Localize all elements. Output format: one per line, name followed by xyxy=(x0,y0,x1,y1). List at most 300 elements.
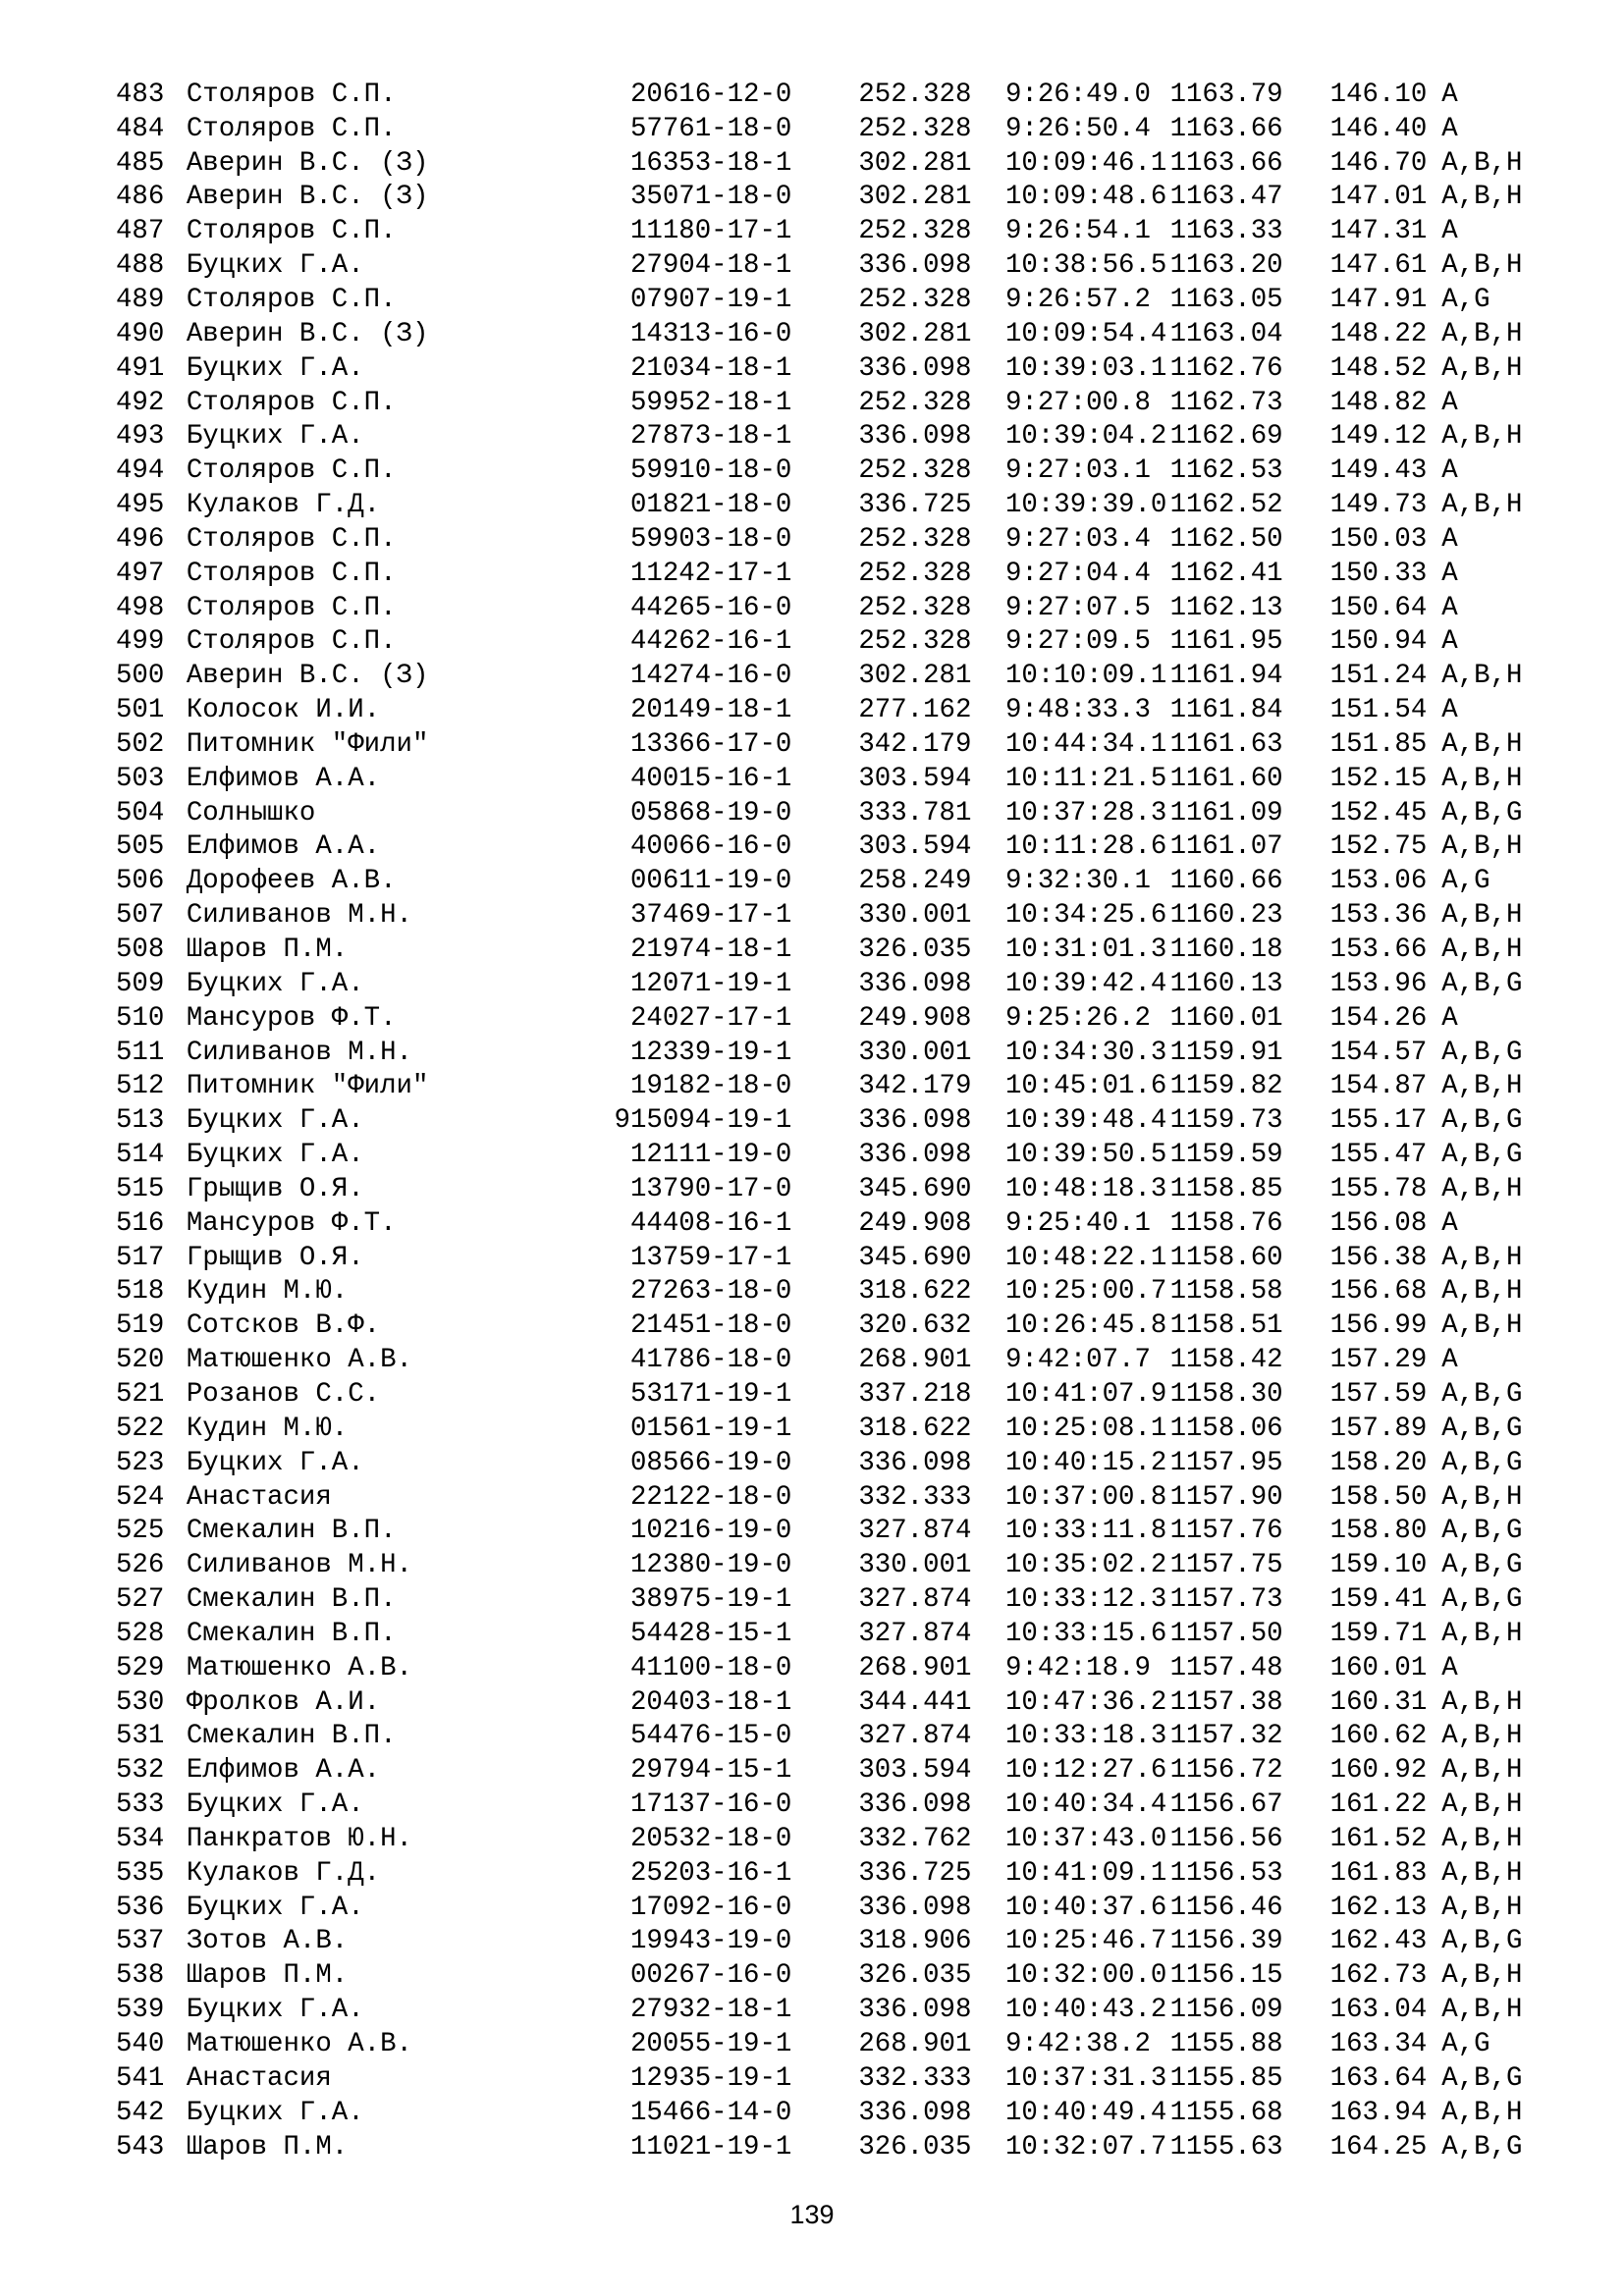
ring-number: 12111-19-0 xyxy=(629,1140,792,1171)
fancier-name: Столяров С.П. xyxy=(186,284,397,315)
ring-number: 12935-19-1 xyxy=(629,2062,792,2094)
ring-number: 59910-18-0 xyxy=(629,455,792,487)
speed: 1157.75 xyxy=(1169,1550,1283,1581)
coefficient: 156.99 xyxy=(1329,1310,1428,1342)
arrival-time: 9:32:30.1 xyxy=(1004,866,1151,897)
speed: 1156.56 xyxy=(1169,1823,1283,1854)
table-row xyxy=(116,1651,1549,1685)
table-row xyxy=(116,146,1549,181)
ring-number: 59903-18-0 xyxy=(629,523,792,555)
classification: A xyxy=(1441,523,1458,555)
arrival-time: 10:37:43.0 xyxy=(1004,1823,1167,1854)
ring-number: 38975-19-1 xyxy=(629,1584,792,1616)
arrival-time: 10:34:30.3 xyxy=(1004,1037,1167,1068)
row-number: 518 xyxy=(116,1276,165,1308)
classification: A,B,H xyxy=(1441,318,1523,349)
classification: A,B,H xyxy=(1441,1789,1523,1821)
speed: 1159.73 xyxy=(1169,1105,1283,1137)
coefficient: 164.25 xyxy=(1329,2131,1428,2163)
classification: A,B,H xyxy=(1441,1960,1523,1992)
row-number: 523 xyxy=(116,1447,165,1478)
arrival-time: 10:40:37.6 xyxy=(1004,1892,1167,1923)
ring-number: 54428-15-1 xyxy=(629,1618,792,1649)
coefficient: 156.08 xyxy=(1329,1207,1428,1239)
classification: A,B,H xyxy=(1441,2097,1523,2128)
distance: 336.098 xyxy=(858,250,972,282)
classification: A,B,G xyxy=(1441,1550,1523,1581)
fancier-name: Зотов А.В. xyxy=(186,1926,349,1957)
classification: A,B,G xyxy=(1441,1105,1523,1137)
coefficient: 150.94 xyxy=(1329,626,1428,658)
distance: 336.098 xyxy=(858,1140,972,1171)
coefficient: 163.94 xyxy=(1329,2097,1428,2128)
row-number: 501 xyxy=(116,695,165,726)
arrival-time: 10:48:18.3 xyxy=(1004,1173,1167,1204)
fancier-name: Буцких Г.А. xyxy=(186,968,364,999)
coefficient: 157.29 xyxy=(1329,1345,1428,1376)
table-row xyxy=(116,762,1549,796)
arrival-time: 10:44:34.1 xyxy=(1004,728,1167,760)
arrival-time: 10:26:45.8 xyxy=(1004,1310,1167,1342)
fancier-name: Буцких Г.А. xyxy=(186,1892,364,1923)
arrival-time: 10:25:00.7 xyxy=(1004,1276,1167,1308)
row-number: 489 xyxy=(116,284,165,315)
ring-number: 27904-18-1 xyxy=(629,250,792,282)
row-number: 484 xyxy=(116,113,165,144)
table-row xyxy=(116,112,1549,146)
classification: A,B,G xyxy=(1441,1584,1523,1616)
arrival-time: 9:27:03.1 xyxy=(1004,455,1151,487)
arrival-time: 10:40:34.4 xyxy=(1004,1789,1167,1821)
classification: A,B,G xyxy=(1441,1037,1523,1068)
arrival-time: 9:48:33.3 xyxy=(1004,695,1151,726)
table-row xyxy=(116,181,1549,215)
coefficient: 156.68 xyxy=(1329,1276,1428,1308)
coefficient: 158.80 xyxy=(1329,1516,1428,1547)
distance: 336.098 xyxy=(858,352,972,384)
fancier-name: Буцких Г.А. xyxy=(186,1105,364,1137)
ring-number: 24027-17-1 xyxy=(629,1002,792,1034)
fancier-name: Столяров С.П. xyxy=(186,387,397,418)
table-row xyxy=(116,1514,1549,1548)
coefficient: 148.22 xyxy=(1329,318,1428,349)
table-row xyxy=(116,830,1549,865)
ring-number: 27873-18-1 xyxy=(629,421,792,453)
classification: A,B,H xyxy=(1441,1310,1523,1342)
distance: 252.328 xyxy=(858,113,972,144)
speed: 1161.60 xyxy=(1169,763,1283,794)
table-row xyxy=(116,1001,1549,1036)
classification: A xyxy=(1441,216,1458,247)
coefficient: 155.17 xyxy=(1329,1105,1428,1137)
distance: 302.281 xyxy=(858,182,972,213)
arrival-time: 10:33:12.3 xyxy=(1004,1584,1167,1616)
table-row xyxy=(116,659,1549,693)
arrival-time: 10:40:15.2 xyxy=(1004,1447,1167,1478)
ring-number: 59952-18-1 xyxy=(629,387,792,418)
table-row xyxy=(116,1446,1549,1480)
speed: 1158.30 xyxy=(1169,1378,1283,1410)
distance: 326.035 xyxy=(858,1960,972,1992)
arrival-time: 10:47:36.2 xyxy=(1004,1686,1167,1718)
classification: A,B,G xyxy=(1441,1516,1523,1547)
arrival-time: 10:40:43.2 xyxy=(1004,1995,1167,2026)
arrival-time: 10:33:15.6 xyxy=(1004,1618,1167,1649)
speed: 1158.06 xyxy=(1169,1413,1283,1444)
distance: 302.281 xyxy=(858,318,972,349)
fancier-name: Шаров П.М. xyxy=(186,934,349,966)
table-row xyxy=(116,796,1549,830)
fancier-name: Кудин М.Ю. xyxy=(186,1413,349,1444)
speed: 1163.66 xyxy=(1169,147,1283,179)
fancier-name: Матюшенко А.В. xyxy=(186,2029,412,2060)
table-row xyxy=(116,283,1549,317)
distance: 268.901 xyxy=(858,2029,972,2060)
classification: A,B,H xyxy=(1441,831,1523,863)
classification: A,B,H xyxy=(1441,1995,1523,2026)
arrival-time: 9:27:07.5 xyxy=(1004,592,1151,623)
ring-number: 21034-18-1 xyxy=(629,352,792,384)
coefficient: 160.01 xyxy=(1329,1652,1428,1683)
arrival-time: 10:39:50.5 xyxy=(1004,1140,1167,1171)
speed: 1163.47 xyxy=(1169,182,1283,213)
fancier-name: Анастасия xyxy=(186,1481,332,1513)
row-number: 522 xyxy=(116,1413,165,1444)
speed: 1162.50 xyxy=(1169,523,1283,555)
coefficient: 147.31 xyxy=(1329,216,1428,247)
arrival-time: 9:25:26.2 xyxy=(1004,1002,1151,1034)
speed: 1156.67 xyxy=(1169,1789,1283,1821)
arrival-time: 10:39:48.4 xyxy=(1004,1105,1167,1137)
fancier-name: Мансуров Ф.Т. xyxy=(186,1207,397,1239)
arrival-time: 9:26:57.2 xyxy=(1004,284,1151,315)
distance: 302.281 xyxy=(858,147,972,179)
arrival-time: 10:38:56.5 xyxy=(1004,250,1167,282)
coefficient: 160.62 xyxy=(1329,1721,1428,1752)
fancier-name: Буцких Г.А. xyxy=(186,1995,364,2026)
speed: 1161.63 xyxy=(1169,728,1283,760)
table-row xyxy=(116,1343,1549,1377)
row-number: 537 xyxy=(116,1926,165,1957)
arrival-time: 10:33:11.8 xyxy=(1004,1516,1167,1547)
distance: 345.690 xyxy=(858,1173,972,1204)
coefficient: 150.64 xyxy=(1329,592,1428,623)
table-row xyxy=(116,1617,1549,1651)
fancier-name: Столяров С.П. xyxy=(186,523,397,555)
row-number: 533 xyxy=(116,1789,165,1821)
speed: 1157.73 xyxy=(1169,1584,1283,1616)
fancier-name: Столяров С.П. xyxy=(186,592,397,623)
speed: 1159.59 xyxy=(1169,1140,1283,1171)
coefficient: 147.91 xyxy=(1329,284,1428,315)
distance: 258.249 xyxy=(858,866,972,897)
speed: 1157.32 xyxy=(1169,1721,1283,1752)
arrival-time: 9:27:04.4 xyxy=(1004,558,1151,589)
table-row xyxy=(116,419,1549,454)
table-row xyxy=(116,1753,1549,1788)
table-row xyxy=(116,522,1549,557)
ring-number: 12071-19-1 xyxy=(629,968,792,999)
arrival-time: 10:39:42.4 xyxy=(1004,968,1167,999)
distance: 268.901 xyxy=(858,1345,972,1376)
arrival-time: 9:27:09.5 xyxy=(1004,626,1151,658)
speed: 1158.60 xyxy=(1169,1242,1283,1273)
row-number: 503 xyxy=(116,763,165,794)
row-number: 528 xyxy=(116,1618,165,1649)
table-row xyxy=(116,1308,1549,1343)
distance: 268.901 xyxy=(858,1652,972,1683)
coefficient: 147.61 xyxy=(1329,250,1428,282)
distance: 336.098 xyxy=(858,968,972,999)
row-number: 509 xyxy=(116,968,165,999)
ring-number: 00267-16-0 xyxy=(629,1960,792,1992)
coefficient: 162.13 xyxy=(1329,1892,1428,1923)
fancier-name: Дорофеев А.В. xyxy=(186,866,397,897)
coefficient: 163.34 xyxy=(1329,2029,1428,2060)
speed: 1157.48 xyxy=(1169,1652,1283,1683)
classification: A xyxy=(1441,79,1458,110)
ring-number: 12339-19-1 xyxy=(629,1037,792,1068)
table-row xyxy=(116,1069,1549,1103)
table-row xyxy=(116,625,1549,660)
ring-number: 27932-18-1 xyxy=(629,1995,792,2026)
table-row xyxy=(116,1856,1549,1891)
speed: 1157.95 xyxy=(1169,1447,1283,1478)
distance: 332.762 xyxy=(858,1823,972,1854)
ring-number: 54476-15-0 xyxy=(629,1721,792,1752)
row-number: 486 xyxy=(116,182,165,213)
classification: A,B,H xyxy=(1441,661,1523,692)
row-number: 502 xyxy=(116,728,165,760)
classification: A xyxy=(1441,1652,1458,1683)
distance: 327.874 xyxy=(858,1584,972,1616)
classification: A xyxy=(1441,1002,1458,1034)
row-number: 540 xyxy=(116,2029,165,2060)
fancier-name: Столяров С.П. xyxy=(186,626,397,658)
ring-number: 13759-17-1 xyxy=(629,1242,792,1273)
row-number: 527 xyxy=(116,1584,165,1616)
fancier-name: Силиванов М.Н. xyxy=(186,1037,412,1068)
ring-number: 40015-16-1 xyxy=(629,763,792,794)
speed: 1155.68 xyxy=(1169,2097,1283,2128)
fancier-name: Питомник "Фили" xyxy=(186,1071,429,1102)
fancier-name: Столяров С.П. xyxy=(186,455,397,487)
ring-number: 44265-16-0 xyxy=(629,592,792,623)
distance: 303.594 xyxy=(858,1755,972,1787)
row-number: 542 xyxy=(116,2097,165,2128)
distance: 342.179 xyxy=(858,1071,972,1102)
table-row xyxy=(116,488,1549,522)
ring-number: 13790-17-0 xyxy=(629,1173,792,1204)
classification: A xyxy=(1441,1207,1458,1239)
row-number: 490 xyxy=(116,318,165,349)
fancier-name: Аверин В.С. (З) xyxy=(186,661,429,692)
distance: 336.725 xyxy=(858,490,972,521)
fancier-name: Анастасия xyxy=(186,2062,332,2094)
classification: A,G xyxy=(1441,2029,1490,2060)
table-row xyxy=(116,2027,1549,2061)
table-row xyxy=(116,967,1549,1001)
distance: 302.281 xyxy=(858,661,972,692)
ring-number: 35071-18-0 xyxy=(629,182,792,213)
ring-number: 14313-16-0 xyxy=(629,318,792,349)
fancier-name: Буцких Г.А. xyxy=(186,1140,364,1171)
arrival-time: 10:40:49.4 xyxy=(1004,2097,1167,2128)
row-number: 512 xyxy=(116,1071,165,1102)
distance: 252.328 xyxy=(858,626,972,658)
classification: A,B,G xyxy=(1441,1447,1523,1478)
table-row xyxy=(116,1993,1549,2027)
row-number: 520 xyxy=(116,1345,165,1376)
arrival-time: 10:41:09.1 xyxy=(1004,1857,1167,1889)
fancier-name: Буцких Г.А. xyxy=(186,1447,364,1478)
distance: 330.001 xyxy=(858,900,972,932)
classification: A xyxy=(1441,455,1458,487)
classification: A,B,H xyxy=(1441,490,1523,521)
distance: 336.098 xyxy=(858,1789,972,1821)
classification: A,B,H xyxy=(1441,421,1523,453)
table-row xyxy=(116,1958,1549,1993)
table-row xyxy=(116,898,1549,933)
row-number: 494 xyxy=(116,455,165,487)
distance: 336.098 xyxy=(858,421,972,453)
ring-number: 14274-16-0 xyxy=(629,661,792,692)
ring-number: 20532-18-0 xyxy=(629,1823,792,1854)
table-row xyxy=(116,454,1549,488)
speed: 1160.13 xyxy=(1169,968,1283,999)
ring-number: 17092-16-0 xyxy=(629,1892,792,1923)
row-number: 519 xyxy=(116,1310,165,1342)
coefficient: 154.26 xyxy=(1329,1002,1428,1034)
distance: 342.179 xyxy=(858,728,972,760)
table-row xyxy=(116,2061,1549,2096)
table-row xyxy=(116,727,1549,762)
speed: 1158.85 xyxy=(1169,1173,1283,1204)
fancier-name: Аверин В.С. (З) xyxy=(186,182,429,213)
table-row xyxy=(116,1480,1549,1515)
table-row xyxy=(116,1275,1549,1309)
fancier-name: Буцких Г.А. xyxy=(186,2097,364,2128)
classification: A,B,G xyxy=(1441,2131,1523,2163)
speed: 1155.63 xyxy=(1169,2131,1283,2163)
coefficient: 161.22 xyxy=(1329,1789,1428,1821)
ring-number: 12380-19-0 xyxy=(629,1550,792,1581)
arrival-time: 10:39:39.0 xyxy=(1004,490,1167,521)
fancier-name: Кудин М.Ю. xyxy=(186,1276,349,1308)
classification: A,B,H xyxy=(1441,728,1523,760)
coefficient: 153.96 xyxy=(1329,968,1428,999)
ring-number: 16353-18-1 xyxy=(629,147,792,179)
arrival-time: 9:42:38.2 xyxy=(1004,2029,1151,2060)
table-row xyxy=(116,1891,1549,1925)
table-row xyxy=(116,1377,1549,1412)
fancier-name: Смекалин В.П. xyxy=(186,1618,397,1649)
row-number: 498 xyxy=(116,592,165,623)
row-number: 514 xyxy=(116,1140,165,1171)
classification: A,B,H xyxy=(1441,250,1523,282)
coefficient: 163.64 xyxy=(1329,2062,1428,2094)
arrival-time: 10:31:01.3 xyxy=(1004,934,1167,966)
speed: 1158.51 xyxy=(1169,1310,1283,1342)
speed: 1158.76 xyxy=(1169,1207,1283,1239)
row-number: 539 xyxy=(116,1995,165,2026)
distance: 337.218 xyxy=(858,1378,972,1410)
distance: 252.328 xyxy=(858,216,972,247)
row-number: 511 xyxy=(116,1037,165,1068)
table-row xyxy=(116,317,1549,351)
distance: 336.725 xyxy=(858,1857,972,1889)
speed: 1161.09 xyxy=(1169,797,1283,828)
fancier-name: Буцких Г.А. xyxy=(186,421,364,453)
row-number: 526 xyxy=(116,1550,165,1581)
ring-number: 20055-19-1 xyxy=(629,2029,792,2060)
classification: A,B,H xyxy=(1441,1481,1523,1513)
table-row xyxy=(116,1822,1549,1856)
row-number: 493 xyxy=(116,421,165,453)
distance: 249.908 xyxy=(858,1207,972,1239)
distance: 252.328 xyxy=(858,558,972,589)
table-row xyxy=(116,1925,1549,1959)
classification: A xyxy=(1441,113,1458,144)
table-row xyxy=(116,1548,1549,1582)
fancier-name: Буцких Г.А. xyxy=(186,1789,364,1821)
ring-number: 01821-18-0 xyxy=(629,490,792,521)
fancier-name: Смекалин В.П. xyxy=(186,1516,397,1547)
arrival-time: 10:48:22.1 xyxy=(1004,1242,1167,1273)
speed: 1162.76 xyxy=(1169,352,1283,384)
fancier-name: Мансуров Ф.Т. xyxy=(186,1002,397,1034)
speed: 1156.46 xyxy=(1169,1892,1283,1923)
ring-number: 40066-16-0 xyxy=(629,831,792,863)
classification: A,B,G xyxy=(1441,797,1523,828)
row-number: 538 xyxy=(116,1960,165,1992)
classification: A xyxy=(1441,1345,1458,1376)
fancier-name: Силиванов М.Н. xyxy=(186,900,412,932)
arrival-time: 10:41:07.9 xyxy=(1004,1378,1167,1410)
speed: 1160.18 xyxy=(1169,934,1283,966)
speed: 1158.58 xyxy=(1169,1276,1283,1308)
classification: A,B,H xyxy=(1441,1686,1523,1718)
fancier-name: Аверин В.С. (З) xyxy=(186,318,429,349)
classification: A,B,H xyxy=(1441,1071,1523,1102)
table-row xyxy=(116,864,1549,898)
table-row xyxy=(116,1103,1549,1138)
speed: 1162.41 xyxy=(1169,558,1283,589)
ring-number: 57761-18-0 xyxy=(629,113,792,144)
arrival-time: 10:25:46.7 xyxy=(1004,1926,1167,1957)
speed: 1161.95 xyxy=(1169,626,1283,658)
ring-number: 29794-15-1 xyxy=(629,1755,792,1787)
distance: 318.622 xyxy=(858,1413,972,1444)
arrival-time: 9:42:07.7 xyxy=(1004,1345,1151,1376)
speed: 1159.91 xyxy=(1169,1037,1283,1068)
fancier-name: Кулаков Г.Д. xyxy=(186,1857,381,1889)
table-row xyxy=(116,78,1549,112)
arrival-time: 10:12:27.6 xyxy=(1004,1755,1167,1787)
distance: 327.874 xyxy=(858,1618,972,1649)
row-number: 500 xyxy=(116,661,165,692)
arrival-time: 10:37:00.8 xyxy=(1004,1481,1167,1513)
classification: A,B,H xyxy=(1441,934,1523,966)
speed: 1161.94 xyxy=(1169,661,1283,692)
classification: A xyxy=(1441,558,1458,589)
coefficient: 163.04 xyxy=(1329,1995,1428,2026)
arrival-time: 10:37:28.3 xyxy=(1004,797,1167,828)
coefficient: 148.82 xyxy=(1329,387,1428,418)
arrival-time: 10:09:48.6 xyxy=(1004,182,1167,213)
classification: A,B,H xyxy=(1441,1173,1523,1204)
ring-number: 20149-18-1 xyxy=(629,695,792,726)
